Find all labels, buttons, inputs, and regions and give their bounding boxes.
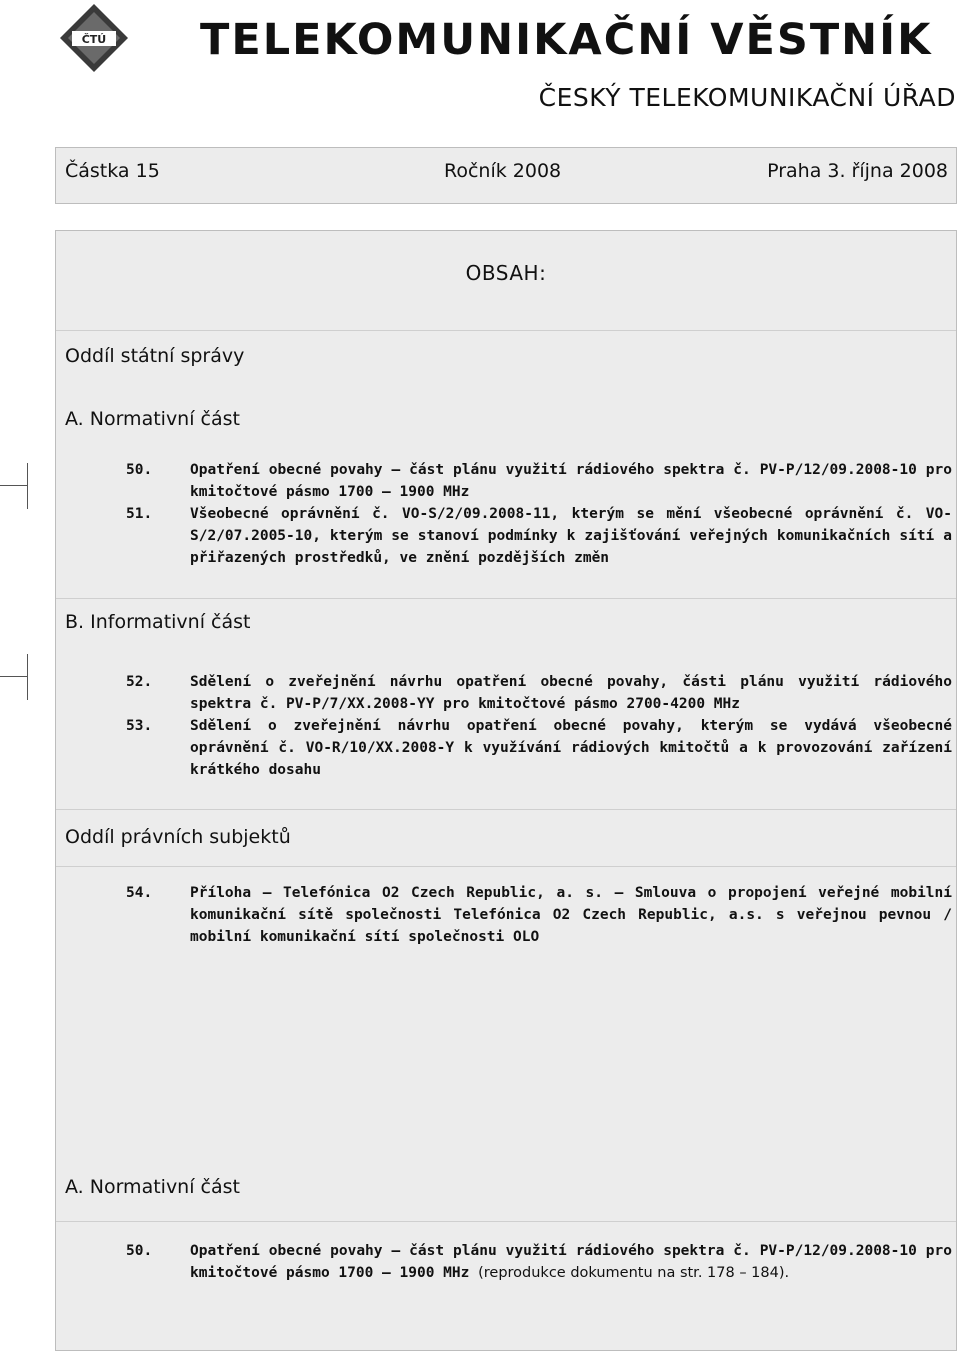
crop-mark	[0, 485, 28, 486]
divider	[56, 1221, 956, 1222]
entry-text	[190, 1240, 952, 1284]
entry-text: Všeobecné oprávnění č. VO-S/2/09.2008-11, kterým se mění všeobecné oprávnění č. VO-S/2/07.2005-10, kterým se stanoví podmínky k zajišťování veřejných komunikačních sítí a přiřazených prostředků, ve znění pozdějších změn	[190, 506, 952, 566]
ctu-logo-icon	[58, 2, 130, 74]
divider	[56, 330, 956, 331]
divider	[56, 598, 956, 599]
publisher-name: ČESKÝ TELEKOMUNIKAČNÍ ÚŘAD	[538, 83, 956, 112]
divider	[56, 809, 956, 810]
entry-number: 50.	[126, 1243, 153, 1259]
entry-number: 51.	[126, 506, 153, 522]
body-section-heading: A. Normativní část	[65, 1176, 240, 1198]
logo-text: ČTÚ	[81, 33, 107, 46]
issue-info-bar	[55, 147, 957, 204]
issue-part: Částka 15	[65, 160, 160, 182]
entry-number: 52.	[126, 674, 153, 690]
entry-text: Opatření obecné povahy – část plánu využití rádiového spektra č. PV-P/12/09.2008-10 pro kmitočtové pásmo 1700 – 1900 MHz	[190, 462, 952, 500]
crop-mark	[27, 463, 28, 509]
entry-number: 54.	[126, 885, 153, 901]
contents-box	[55, 230, 957, 1351]
state-section-heading: Oddíl státní správy	[65, 345, 245, 367]
normative-heading: A. Normativní část	[65, 408, 240, 430]
entry-number: 53.	[126, 718, 153, 734]
crop-mark	[27, 654, 28, 700]
entry-text: Sdělení o zveřejnění návrhu opatření obecné povahy, kterým se vydává všeobecné oprávnění č. VO-R/10/XX.2008-Y k využívání rádiových kmitočtů a k provozování zařízení krátkého dosahu	[190, 718, 952, 778]
contents-heading: OBSAH:	[465, 261, 547, 285]
crop-mark	[0, 676, 28, 677]
issue-year: Ročník 2008	[444, 160, 562, 182]
entry-note: (reprodukce dokumentu na str. 178 – 184).	[478, 1265, 790, 1281]
issue-place-date: Praha 3. října 2008	[767, 160, 948, 182]
entry-text: Příloha – Telefónica O2 Czech Republic, a. s. – Smlouva o propojení veřejné mobilní komunikační sítě společnosti Telefónica O2 Czech Republic, a.s. s veřejnou pevnou / mobilní komunikační sítí společnosti OLO	[190, 885, 952, 945]
journal-title: TELEKOMUNIKAČNÍ VĚSTNÍK	[200, 15, 933, 65]
informative-heading: B. Informativní část	[65, 611, 251, 633]
entry-title: Opatření obecné povahy – část plánu využití rádiového spektra č. PV-P/12/09.2008-10 pro kmitočtové pásmo 1700 – 1900 MHz	[190, 1243, 952, 1281]
entry-number: 50.	[126, 462, 153, 478]
legal-section-heading: Oddíl právních subjektů	[65, 826, 291, 848]
ctu-logo	[58, 2, 130, 74]
divider	[56, 866, 956, 867]
entry-text: Sdělení o zveřejnění návrhu opatření obecné povahy, části plánu využití rádiového spektra č. PV-P/7/XX.2008-YY pro kmitočtové pásmo 2700-4200 MHz	[190, 674, 952, 712]
